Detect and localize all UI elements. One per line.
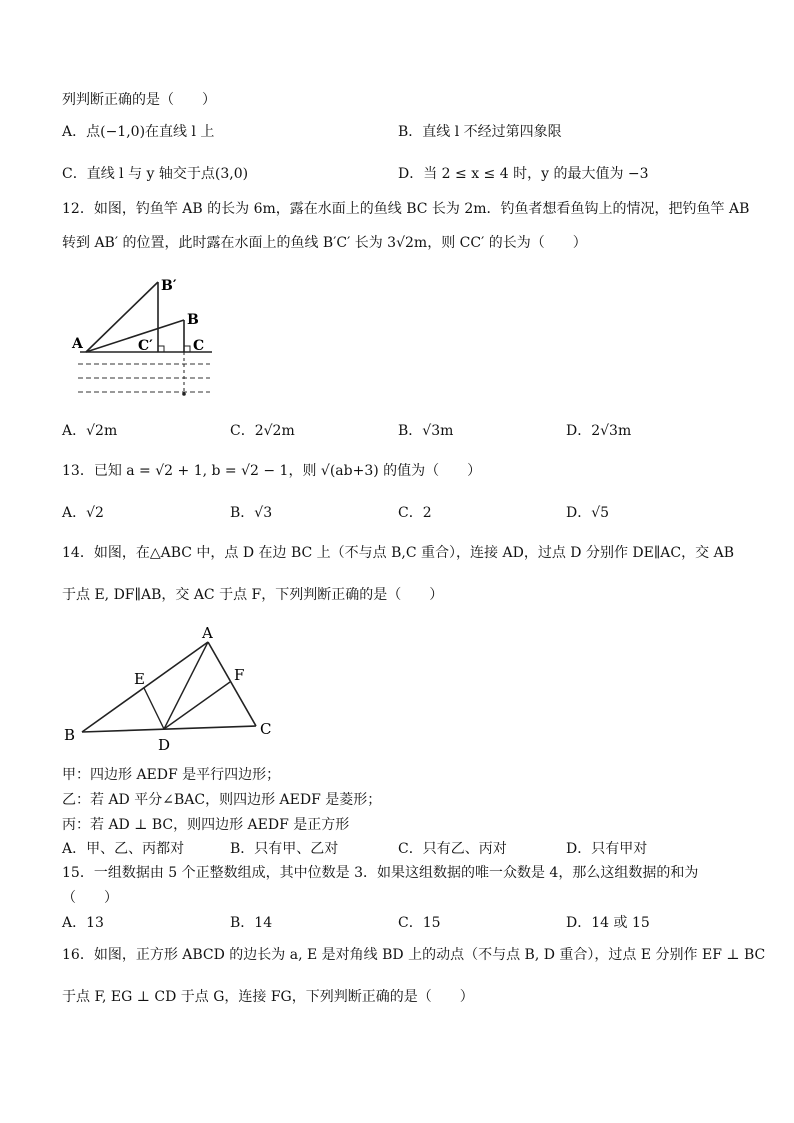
q14-option-a: A．甲、乙、丙都对: [62, 841, 185, 857]
label-a: A: [202, 624, 213, 642]
q15-option-c: C．15: [398, 915, 441, 931]
q16-stem-line2: 于点 F, EG ⊥ CD 于点 G，连接 FG，下列判断正确的是（ ）: [62, 989, 474, 1005]
q14-option-d: D．只有甲对: [566, 841, 648, 857]
label-f: F: [234, 666, 245, 684]
q15-stem-line1: 15．一组数据由 5 个正整数组成，其中位数是 3．如果这组数据的唯一众数是 4，那么这组数据的和为: [62, 865, 699, 881]
q14-stem-line2: 于点 E, DF∥AB，交 AC 于点 F，下列判断正确的是（ ）: [62, 587, 444, 603]
fishing-rod-diagram: [62, 268, 222, 402]
q14-figure: [62, 620, 282, 756]
q14-option-b: B．只有甲、乙对: [230, 841, 339, 857]
q12-stem-line2: 转到 AB′ 的位置，此时露在水面上的鱼线 B′C′ 长为 3√2m，则 CC′ 的长为（ ）: [62, 235, 587, 251]
label-a: A: [72, 336, 83, 352]
q13-option-c: C．2: [398, 505, 432, 521]
triangle-diagram: [62, 620, 282, 756]
q15-option-b: B．14: [230, 915, 273, 931]
q11-option-d: D．当 2 ≤ x ≤ 4 时，y 的最大值为 −3: [398, 166, 649, 182]
label-c-prime: C′: [138, 338, 153, 354]
q11-option-b: B．直线 l 不经过第四象限: [398, 124, 562, 140]
q13-option-d: D．√5: [566, 505, 610, 521]
label-d: D: [158, 736, 171, 754]
label-c: C: [193, 338, 205, 354]
q12-option-b: B．√3m: [398, 423, 454, 439]
label-e: E: [134, 670, 145, 688]
q13-stem: 13．已知 a = √2 + 1, b = √2 − 1，则 √(ab+3) 的值为（ ）: [62, 463, 482, 479]
q11-option-a: A．点(−1,0)在直线 l 上: [62, 124, 215, 140]
label-b: B: [187, 312, 199, 328]
q14-statement-bing: 丙：若 AD ⊥ BC，则四边形 AEDF 是正方形: [62, 817, 350, 833]
label-b-prime: B′: [161, 278, 177, 294]
label-c: C: [260, 720, 272, 738]
q12-option-d: D．2√3m: [566, 423, 632, 439]
q13-option-a: A．√2: [62, 505, 104, 521]
q11-continuation: 列判断正确的是（ ）: [62, 92, 216, 108]
q14-option-c: C．只有乙、丙对: [398, 841, 507, 857]
q16-stem-line1: 16．如图，正方形 ABCD 的边长为 a, E 是对角线 BD 上的动点（不与点 B, D 重合），过点 E 分别作 EF ⊥ BC: [62, 947, 766, 963]
q14-stem-line1: 14．如图，在△ABC 中，点 D 在边 BC 上（不与点 B,C 重合），连接 AD，过点 D 分别作 DE∥AC，交 AB: [62, 545, 734, 561]
q14-statement-jia: 甲：四边形 AEDF 是平行四边形；: [62, 767, 281, 783]
q15-stem-line2: （ ）: [62, 890, 118, 906]
q15-option-a: A．13: [62, 915, 104, 931]
q14-statement-yi: 乙：若 AD 平分∠BAC，则四边形 AEDF 是菱形；: [62, 792, 382, 808]
q12-figure: [62, 268, 222, 402]
q12-stem-line1: 12．如图，钓鱼竿 AB 的长为 6m，露在水面上的鱼线 BC 长为 2m．钓鱼者想看鱼钩上的情况，把钓鱼竿 AB: [62, 201, 750, 217]
q12-option-a: A．√2m: [62, 423, 118, 439]
label-b: B: [64, 726, 76, 744]
q11-option-c: C．直线 l 与 y 轴交于点(3,0): [62, 166, 249, 182]
q15-option-d: D．14 或 15: [566, 915, 650, 931]
q12-option-c: C．2√2m: [230, 423, 295, 439]
q13-option-b: B．√3: [230, 505, 273, 521]
